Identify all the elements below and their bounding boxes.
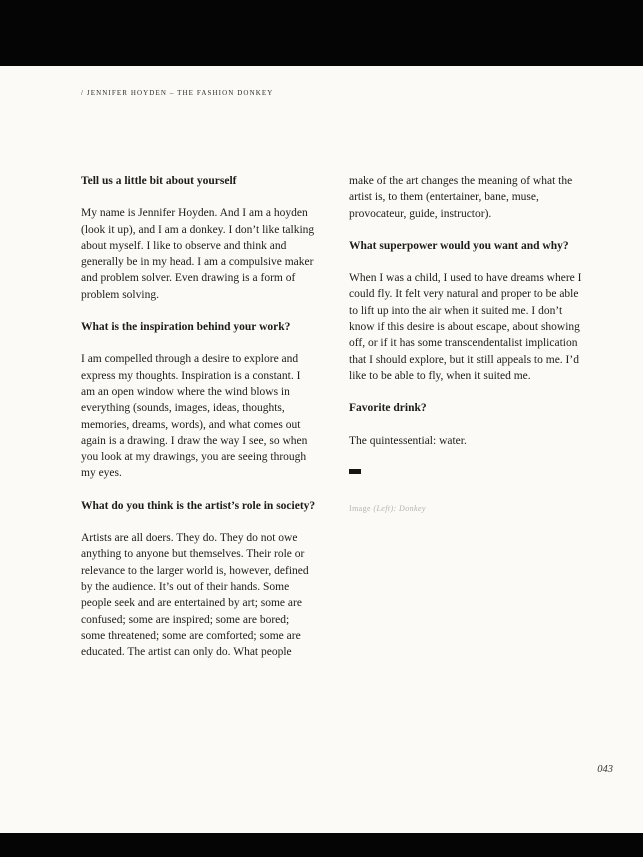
page-number: 043 bbox=[597, 764, 613, 775]
left-column bbox=[81, 173, 316, 676]
bottom-letterbox-bar bbox=[0, 833, 643, 857]
answer-paragraph: I am compelled through a desire to explore and express my thoughts. Inspiration is a constant. I am an open window where the wind blows in everything (sounds, images, ideas, thoughts, memories, dreams, words), and what comes out again is a drawing. I draw the way I see, so when you look at my drawings, you are seeing through my eyes. bbox=[81, 353, 308, 480]
question-heading: What superpower would you want and why? bbox=[349, 239, 569, 252]
article-end-mark bbox=[349, 469, 361, 474]
question-heading: What is the inspiration behind your work? bbox=[81, 321, 291, 334]
image-caption bbox=[349, 504, 584, 513]
caption-detail: (Left): Donkey bbox=[373, 503, 426, 513]
answer-paragraph: Artists are all doers. They do. They do not owe anything to anyone but themselves. Their role or relevance to the larger world is, however, defined by the audience. It’s out of their hands. Some people seek and are entertained by art; some are confused; some are inspired; some are bored; some threatened; some are comforted; some are educated. The artist can only do. What people bbox=[81, 532, 309, 659]
right-column bbox=[349, 173, 584, 676]
answer-paragraph-continued: make of the art changes the meaning of what the artist is, to them (entertainer, bane, muse, provocateur, guide, instructor). bbox=[349, 175, 573, 220]
question-heading: What do you think is the artist’s role in society? bbox=[81, 499, 316, 512]
caption-label: Image bbox=[349, 503, 374, 513]
question-heading: Tell us a little bit about yourself bbox=[81, 175, 237, 187]
answer-paragraph: When I was a child, I used to have dreams where I could fly. It felt very natural and proper to be able to lift up into the air when it suited me. I don’t know if this desire is about escape, about showing off, or if it has some transcendentalist implication that I should explore, but it still appeals to me. I’d like to be able to fly, when it suited me. bbox=[349, 272, 582, 382]
question-heading: Favorite drink? bbox=[349, 402, 427, 415]
answer-paragraph: My name is Jennifer Hoyden. And I am a hoyden (look it up), and I am a donkey. I don’t like talking about myself. I like to observe and think and generally be in my head. I am a compulsive maker and problem solver. Even drawing is a form of problem solving. bbox=[81, 207, 315, 301]
article-columns bbox=[81, 173, 584, 676]
answer-paragraph: The quintessential: water. bbox=[349, 434, 467, 447]
running-header: / JENNIFER HOYDEN – THE FASHION DONKEY bbox=[81, 89, 274, 97]
top-letterbox-bar bbox=[0, 0, 643, 66]
magazine-page bbox=[0, 66, 643, 833]
